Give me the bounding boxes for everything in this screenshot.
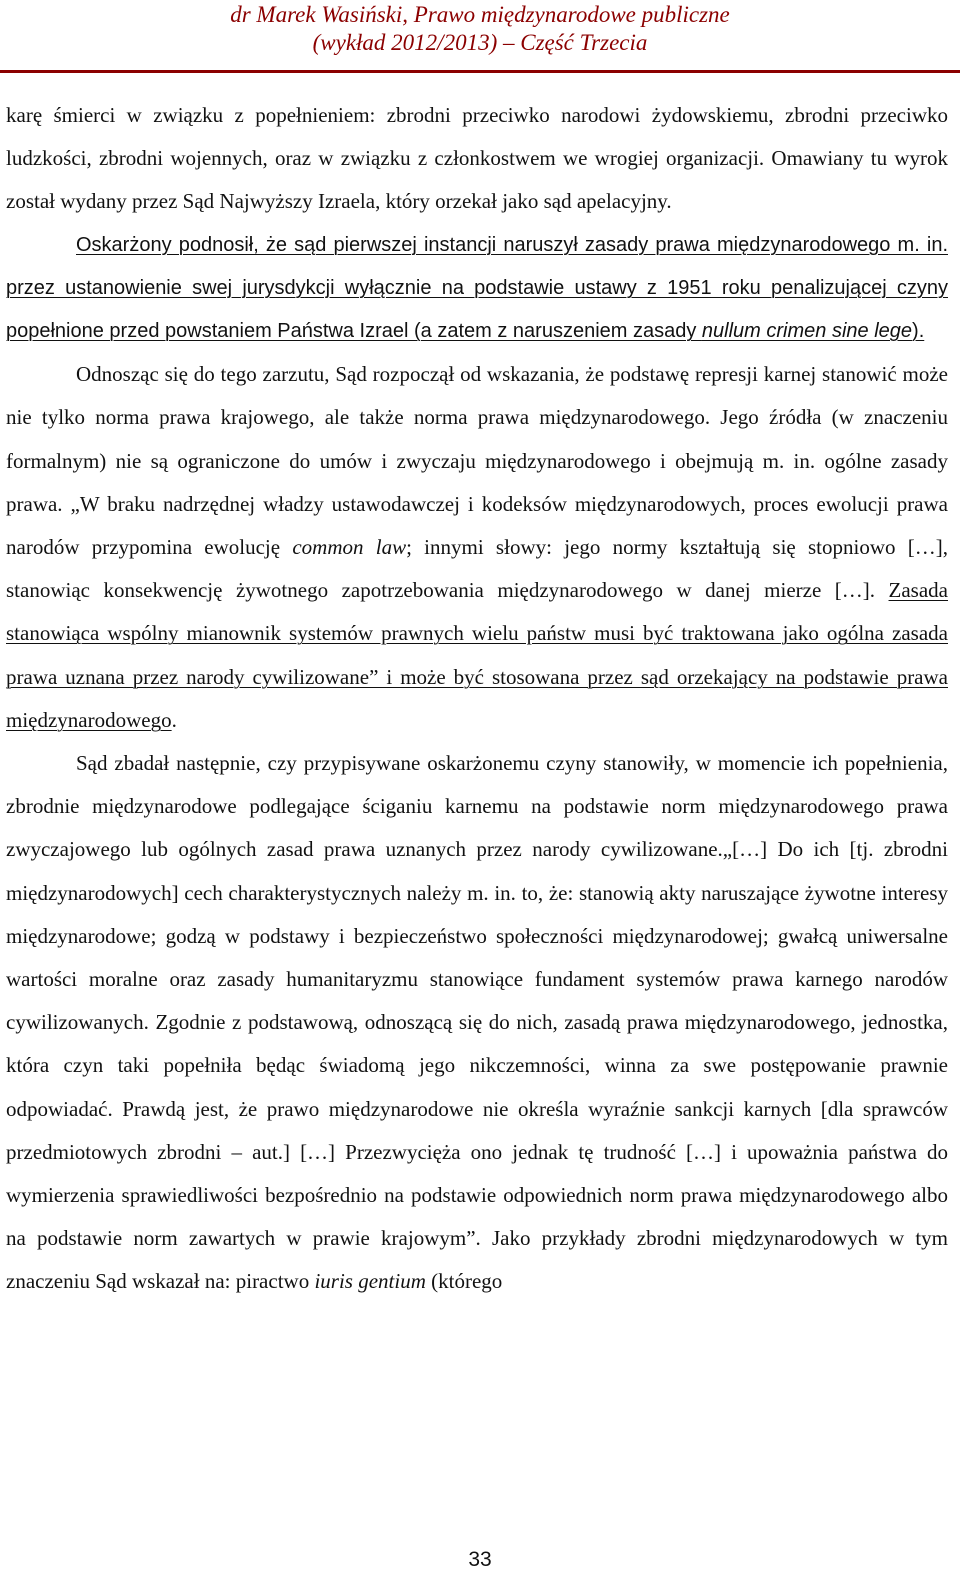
page-number: 33 [468,1548,492,1571]
paragraph-4 [6,742,948,1304]
paragraph-3-text-b: ; innymi słowy: jego normy kształtują się stopniowo […], stanowiąc konsekwencję żywotnego zapotrzebowania międzynarodowego w danej mierze […]. [6,535,948,603]
paragraph-1-text: karę śmierci w związku z popełnieniem: zbrodni przeciwko narodowi żydowskiemu, zbrodni przeciwko ludzkości, zbrodni wojennych, oraz w związku z członkostwem we wrogiej organizacji. Omawiany tu wyrok został wydany przez Sąd Najwyższy Izraela, który orzekał jako sąd apelacyjny. [6,103,948,214]
paragraph-1 [6,94,948,224]
header-line-2: (wykład 2012/2013) – Część Trzecia [312,30,648,55]
paragraph-3-underlined: Zasada stanowiąca wspólny mianownik systemów prawnych wielu państw musi być traktowana jako ogólna zasada prawa uznana przez narody cywilizowane” i może być stosowana przez sąd orzekający na podstawie prawa międzynarodowego [6,578,948,732]
header-line-1: dr Marek Wasiński, Prawo międzynarodowe publiczne [230,2,730,27]
header-rule [0,70,960,73]
paragraph-3 [6,353,948,742]
paragraph-3-italic: common law [292,535,407,560]
paragraph-4-text-b: (którego [425,1269,503,1294]
document-body [6,94,948,1304]
paragraph-2-text: Oskarżony podnosił, że sąd pierwszej instancji naruszył zasady prawa międzynarodowego m. in. przez ustanowienie swej jurysdykcji wyłącznie na podstawie ustawy z 1951 roku penalizującej czyny popełnione przed powstaniem Państwa Izrael (a zatem z naruszeniem zasady [6,233,948,343]
paragraph-4-text-a: Sąd zbadał następnie, czy przypisywane oskarżonemu czyny stanowiły, w momencie ich popełnienia, zbrodnie międzynarodowe podlegające ściganiu karnemu na podstawie norm międzynarodowego prawa zwyczajowego lub ogólnych zasad prawa uznanych przez narody cywilizowane.„[…] Do ich [tj. zbrodni międzynarodowych] cech charakterystycznych należy m. in. to, że: stanowią akty naruszające żywotne interesy międzynarodowe; godzą w podstawy i bezpieczeństwo społeczności międzynarodowej; gwałcą uniwersalne wartości moralne oraz zasady humanitaryzmu stanowiące fundament systemów prawa karnego narodów cywilizowanych. Zgodnie z podstawową, odnoszącą się do nich, zasadą prawa międzynarodowego, jednostka, która czyn taki popełniła będąc świadomą jego nikczemności, winna za swe postępowanie prawnie odpowiadać. Prawdą jest, że prawo międzynarodowe nie określa wyraźnie sankcji karnych [dla sprawców przedmiotowych zbrodni – aut.] […] Przezwycięża ono jednak tę trudność […] i upoważnia państwa do wymierzenia sprawiedliwości bezpośrednio na podstawie odpowiednich norm prawa międzynarodowego albo na podstawie norm zawartych w prawie krajowym”. Jako przykłady zbrodni międzynarodowych w tym znaczeniu Sąd wskazał na: piractwo [6,751,948,1294]
page-header [0,0,960,70]
paragraph-2 [6,224,948,354]
paragraph-4-italic: iuris gentium [314,1269,426,1294]
paragraph-2-italic: nullum crimen sine lege [701,320,913,343]
paragraph-3-text-a: Odnosząc się do tego zarzutu, Sąd rozpoczął od wskazania, że podstawę represji karnej stanowić może nie tylko norma prawa krajowego, ale także norma prawa międzynarodowego. Jego źródła (w znaczeniu formalnym) nie są ograniczone do umów i zwyczaju międzynarodowego i obejmują m. in. ogólne zasady prawa. „W braku nadrzędnej władzy ustawodawczej i kodeksów międzynarodowych, proces ewolucji prawa narodów przypomina ewolucję [6,362,948,560]
paragraph-3-end: . [171,707,177,732]
paragraph-2-end: ). [912,320,925,343]
